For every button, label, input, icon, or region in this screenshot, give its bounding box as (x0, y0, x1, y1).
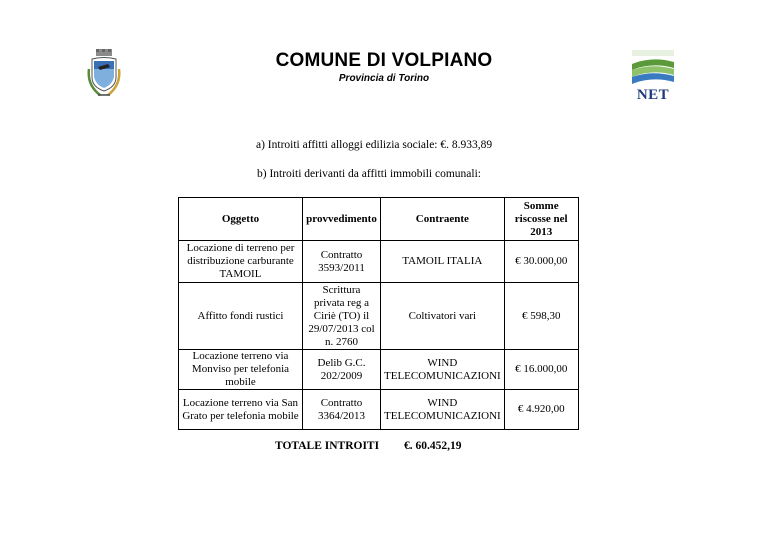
table-row (179, 283, 579, 350)
cell-oggetto: Locazione di terreno per distribuzione carburante TAMOIL (179, 241, 303, 283)
totale-value: €. 60.452,19 (404, 440, 462, 452)
table-row (179, 390, 579, 430)
line-b-text: b) Introiti derivanti da affitti immobili comunali: (257, 168, 481, 180)
cell-somme: € 16.000,00 (504, 350, 578, 390)
totale-label: TOTALE INTROITI (275, 440, 380, 452)
line-a-text: a) Introiti affitti alloggi edilizia sociale: €. 8.933,89 (256, 139, 493, 151)
header-oggetto: Oggetto (179, 198, 303, 241)
cell-oggetto: Affitto fondi rustici (179, 283, 303, 350)
header-contraente: Contraente (381, 198, 505, 241)
header-somme: Somme riscosse nel 2013 (504, 198, 578, 241)
table-header-row (179, 198, 579, 241)
table-row (179, 241, 579, 283)
revenue-table (178, 197, 579, 430)
cell-provvedimento: Contratto 3593/2011 (303, 241, 381, 283)
page-title: COMUNE DI VOLPIANO (275, 50, 493, 71)
cell-contraente: Coltivatori vari (381, 283, 505, 350)
cell-oggetto: Locazione terreno via San Grato per telefonia mobile (179, 390, 303, 430)
cell-contraente: WIND TELECOMUNICAZIONI (381, 390, 505, 430)
header-provvedimento: provvedimento (303, 198, 381, 241)
table-row (179, 350, 579, 390)
page-subtitle: Provincia di Torino (338, 73, 430, 84)
cell-oggetto: Locazione terreno via Monviso per telefonia mobile (179, 350, 303, 390)
cell-provvedimento: Scrittura privata reg a Ciriè (TO) il 29/07/2013 col n. 2760 (303, 283, 381, 350)
net-logo-label: NET (636, 87, 670, 103)
cell-somme: € 30.000,00 (504, 241, 578, 283)
cell-provvedimento: Contratto 3364/2013 (303, 390, 381, 430)
cell-contraente: TAMOIL ITALIA (381, 241, 505, 283)
cell-provvedimento: Delib G.C. 202/2009 (303, 350, 381, 390)
cell-somme: € 4.920,00 (504, 390, 578, 430)
cell-somme: € 598,30 (504, 283, 578, 350)
cell-contraente: WIND TELECOMUNICAZIONI (381, 350, 505, 390)
